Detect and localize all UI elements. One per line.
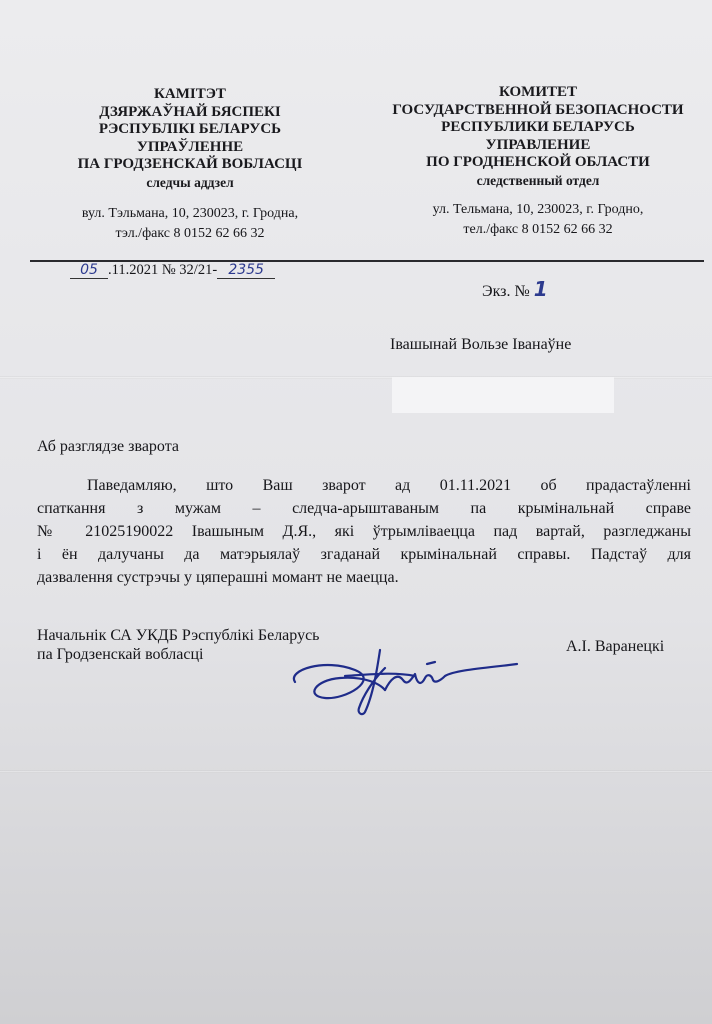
body-line: спаткання з мужам – следча-арыштаваным па крымінальнай справе (37, 500, 691, 517)
letter-body (37, 474, 691, 589)
body-line: і ён далучаны да матэрыялаў згаданай крымінальнай справы. Падстаў для (37, 546, 691, 563)
body-line: дазвалення сустрэчы у цяперашні момант не маецца. (37, 569, 399, 586)
header-right (368, 84, 708, 189)
header-left-line: КАМІТЭТ (154, 86, 226, 102)
header-left-line: УПРАЎЛЕННЕ (136, 138, 244, 155)
copy-label: Экз. № (482, 283, 530, 300)
header-left-line: ПА ГРОДЗЕНСКАЙ ВОБЛАСЦІ (77, 156, 303, 172)
registration-line (70, 262, 275, 279)
registration-number: 2355 (217, 262, 275, 279)
body-line: № 21025190022 Івашыным Д.Я., які ўтрымліваецца пад вартай, разгледжаны (37, 523, 691, 540)
header-right-phone: тел./факс 8 0152 62 66 32 (463, 222, 613, 237)
header-right-line: КОМИТЕТ (498, 84, 577, 100)
header-left-line: ДЗЯРЖАЎНАЙ БЯСПЕКІ (99, 103, 281, 120)
header-left-address: вул. Тэльмана, 10, 230023, г. Гродна, (81, 206, 299, 221)
header-left-line: РЭСПУБЛІКІ БЕЛАРУСЬ (98, 121, 282, 137)
header-left-address-block (40, 204, 340, 244)
header-right-department: следственный отдел (476, 172, 600, 188)
header-left-department: следчы аддзел (146, 174, 234, 190)
header-right-address: ул. Тельмана, 10, 230023, г. Гродно, (432, 202, 644, 217)
signatory-name: А.І. Варанецкі (566, 638, 665, 655)
fold-line (0, 770, 712, 773)
recipient-name: Івашынай Вользе Іванаўне (390, 336, 572, 353)
signatory-title (37, 626, 319, 664)
registration-day: 05 (70, 262, 108, 279)
header-right-address-block (368, 200, 708, 240)
handwritten-signature (285, 640, 525, 720)
body-line: Паведамляю, што Ваш зварот ад 01.11.2021 об прадастаўленні (87, 477, 691, 494)
letter-subject: Аб разглядзе зварота (37, 438, 179, 455)
registration-date: .11.2021 № 32/21- (108, 262, 218, 278)
redacted-address (392, 377, 614, 413)
header-right-line: РЕСПУБЛИКИ БЕЛАРУСЬ (441, 119, 635, 135)
header-right-line: ПО ГРОДНЕНСКОЙ ОБЛАСТИ (426, 154, 650, 170)
copy-number (482, 277, 548, 301)
copy-number-value: 1 (533, 277, 548, 301)
header-right-line: УПРАВЛЕНИЕ (485, 136, 591, 153)
header-right-line: ГОСУДАРСТВЕННОЙ БЕЗОПАСНОСТИ (392, 101, 684, 118)
signatory-title-line2: па Гродзенскай вобласці (37, 646, 204, 663)
header-left-phone: тэл./факс 8 0152 62 66 32 (115, 226, 265, 241)
header-left (40, 86, 340, 191)
signatory-title-line1: Начальнік СА УКДБ Рэспублікі Беларусь (37, 627, 320, 644)
